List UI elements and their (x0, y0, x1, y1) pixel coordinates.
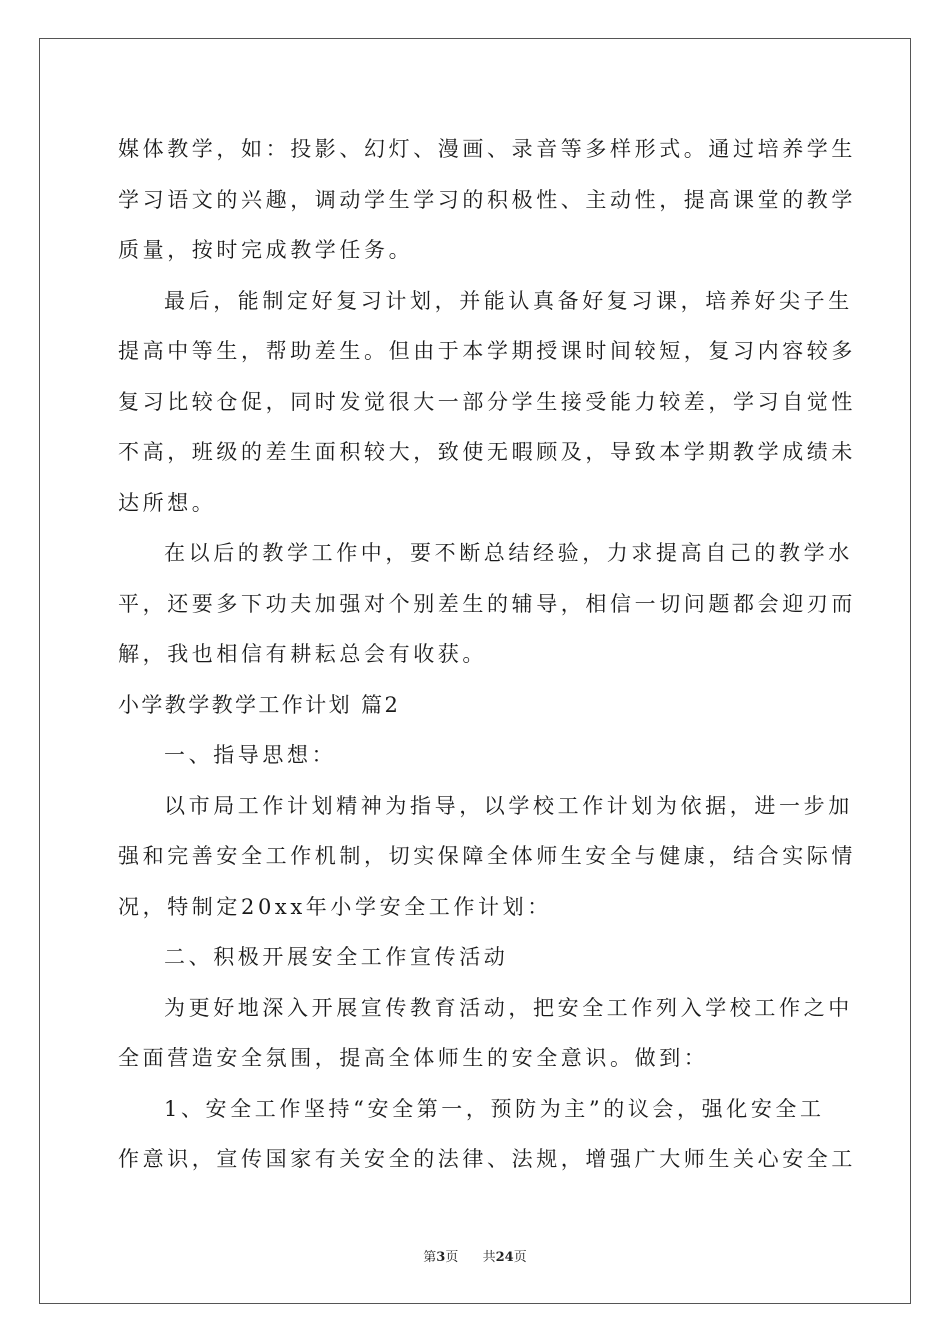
paragraph-start-line: 在以后的教学工作中，要不断总结经验，力求提高自己的教学水 (164, 541, 853, 565)
paragraph-start-line: 以市局工作计划精神为指导，以学校工作计划为依据，进一步加 (164, 793, 853, 818)
document-body (118, 124, 856, 1185)
section-heading: 小学教学教学工作计划 篇2 (118, 692, 401, 717)
subheading-line: 一、指导思想： (164, 743, 337, 767)
total-prefix: 共 (482, 1250, 496, 1265)
paragraph-start-line: 1、安全工作坚持“安全第一，预防为主”的议会，强化安全工 (164, 1096, 825, 1121)
text-line: 作意识，宣传国家有关安全的法律、法规，增强广大师生关心安全工 (118, 1147, 856, 1171)
text-line: 强和完善安全工作机制，切实保障全体师生安全与健康，结合实际情 (118, 844, 856, 868)
text-line: 质量，按时完成教学任务。 (118, 238, 414, 262)
text-line: 解，我也相信有耕耘总会有收获。 (118, 642, 487, 666)
page-footer (0, 1246, 950, 1265)
paragraph-start-line: 为更好地深入开展宣传教育活动，把安全工作列入学校工作之中 (164, 995, 853, 1020)
text-line: 学习语文的兴趣，调动学生学习的积极性、主动性，提高课堂的教学 (118, 187, 856, 212)
total-unit: 页 (513, 1250, 527, 1265)
current-page-number: 3 (436, 1250, 446, 1265)
paragraph-start-line: 最后，能制定好复习计划，并能认真备好复习课，培养好尖子生 (164, 288, 853, 313)
text-line: 况，特制定20xx年小学安全工作计划： (118, 894, 552, 919)
text-line: 平，还要多下功夫加强对个别差生的辅导，相信一切问题都会迎刃而 (118, 591, 856, 616)
subheading-line: 二、积极开展安全工作宣传活动 (164, 945, 509, 969)
text-line: 不高，班级的差生面积较大，致使无暇顾及，导致本学期教学成绩未 (118, 440, 856, 464)
page-prefix: 第 (423, 1250, 437, 1265)
text-line: 达所想。 (118, 490, 217, 515)
text-line: 媒体教学，如：投影、幻灯、漫画、录音等多样形式。通过培养学生 (118, 137, 856, 161)
total-page-number: 24 (495, 1250, 514, 1265)
text-line: 复习比较仓促，同时发觉很大一部分学生接受能力较差，学习自觉性 (118, 389, 856, 414)
text-line: 全面营造安全氛围，提高全体师生的安全意识。做到： (118, 1046, 709, 1070)
text-line: 提高中等生，帮助差生。但由于本学期授课时间较短，复习内容较多 (118, 339, 856, 363)
page-unit: 页 (445, 1250, 459, 1265)
